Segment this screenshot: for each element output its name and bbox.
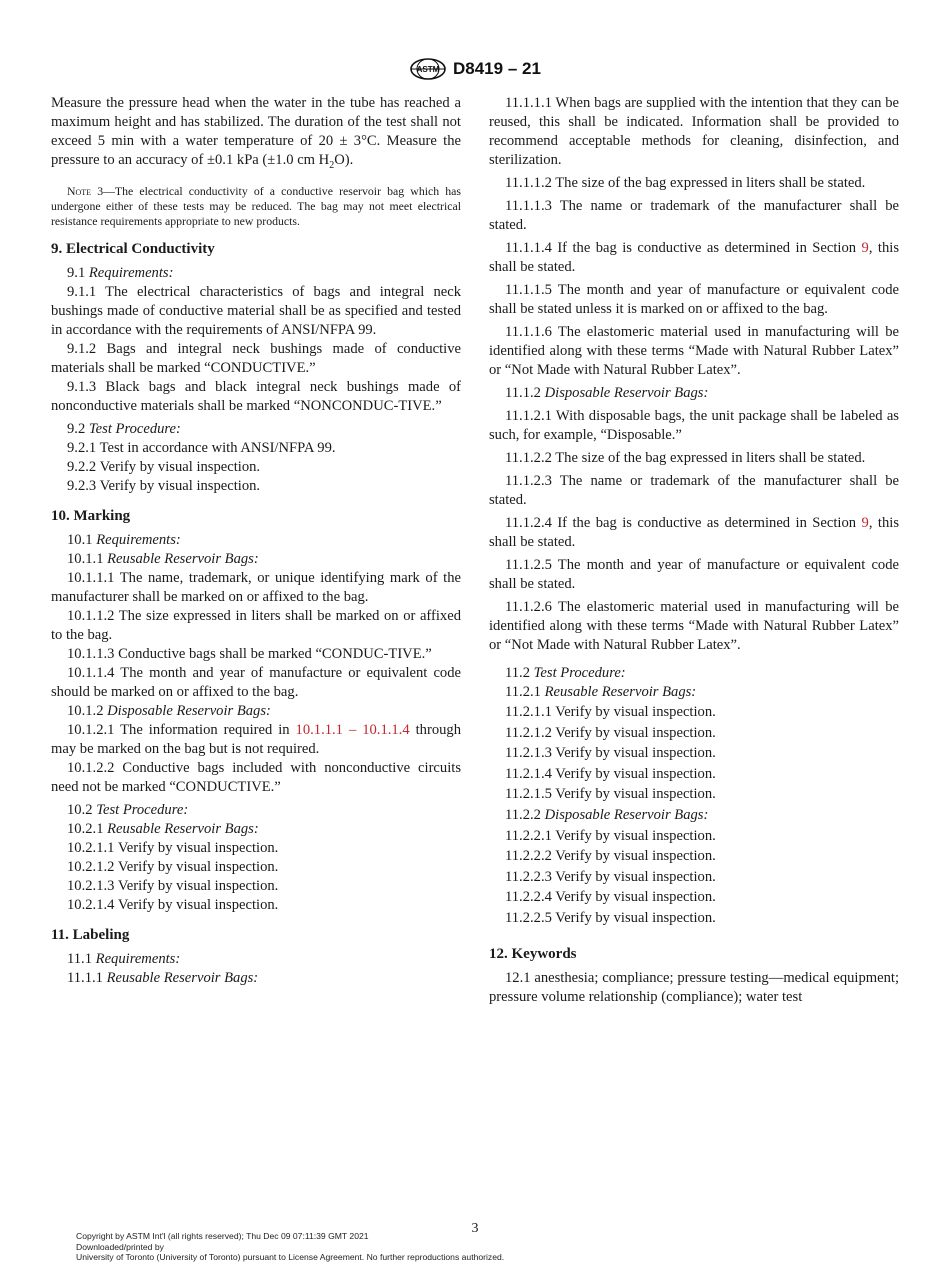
clause-10-1-2-1: 10.1.2.1 The information required in 10.1.1.1 – 10.1.1.4 through may be marked on the bag but is not required. [51, 721, 462, 757]
clause-11-2-2: 11.2.2 Disposable Reservoir Bags: [505, 806, 709, 823]
clause-11-1-2-6: 11.1.2.6 The elastomeric material used in manufacturing will be identified along with these terms “Made with Natural Rubber Latex” or “Not Made with Natural Rubber Latex”. [489, 599, 899, 653]
clause-11-1-1-3: 11.1.1.3 The name or trademark of the manufacturer shall be stated. [489, 198, 899, 233]
clause-11-1-2-3: 11.1.2.3 The name or trademark of the manufacturer shall be stated. [489, 473, 899, 508]
clause-11-2-1-1: 11.2.1.1 Verify by visual inspection. [505, 704, 716, 720]
section-9-link[interactable]: 9 [861, 240, 869, 256]
clause-11-1-1-2: 11.1.1.2 The size of the bag expressed in liters shall be stated. [505, 175, 866, 191]
clause-11-1-1-4: 11.1.1.4 If the bag is conductive as determined in Section 9, this shall be stated. [489, 240, 899, 275]
clause-10-2-1-2: 10.2.1.2 Verify by visual inspection. [67, 858, 279, 875]
clause-11-2-1-5: 11.2.1.5 Verify by visual inspection. [505, 786, 716, 803]
clause-12-1: 12.1 anesthesia; compliance; pressure testing—medical equipment; pressure volume relationship (compliance); water test [489, 969, 899, 1005]
clause-10-1-1-2: 10.1.1.2 The size expressed in liters shall be marked on or affixed to the bag. [51, 607, 461, 643]
clause-10-2: 10.2 Test Procedure: [67, 801, 189, 818]
clause-9-2-1: 9.2.1 Test in accordance with ANSI/NFPA 99. [67, 439, 336, 456]
heading-section-11: 11. Labeling [51, 926, 130, 943]
copyright-footer [76, 1231, 504, 1263]
clause-11-1: 11.1 Requirements: [67, 950, 181, 967]
cross-reference-link[interactable]: 10.1.1.1 – 10.1.1.4 [295, 721, 410, 738]
clause-9-1-2: 9.1.2 Bags and integral neck bushings made of conductive materials shall be marked “CONDUCTIVE.” [51, 340, 461, 376]
standard-designation: D8419 – 21 [453, 59, 541, 78]
page-number: 3 [471, 1221, 479, 1236]
clause-9-2-3: 9.2.3 Verify by visual inspection. [67, 477, 261, 494]
right-column [489, 94, 899, 1007]
clause-10-1-1-4: 10.1.1.4 The month and year of manufacture or equivalent code should be marked on or affixed to the bag. [51, 664, 461, 700]
clause-11-2-1-4: 11.2.1.4 Verify by visual inspection. [505, 765, 716, 782]
svg-text:ASTM: ASTM [416, 65, 440, 74]
clause-9-2: 9.2 Test Procedure: [67, 420, 181, 437]
clause-9-2-2: 9.2.2 Verify by visual inspection. [67, 458, 261, 475]
clause-10-2-1-3: 10.2.1.3 Verify by visual inspection. [67, 877, 279, 894]
clause-11-1-1-5: 11.1.1.5 The month and year of manufacture or equivalent code shall be stated unless it is marked on or affixed to the bag. [489, 282, 899, 317]
clause-11-1-1-6: 11.1.1.6 The elastomeric material used in manufacturing will be identified along with these terms “Made with Natural Rubber Latex” or “Not Made with Natural Rubber Latex”. [489, 324, 899, 378]
clause-10-1-2-2: 10.1.2.2 Conductive bags included with nonconductive circuits need not be marked “CONDUCTIVE.” [51, 759, 461, 795]
note-3: Note 3—The electrical conductivity of a conductive reservoir bag which has undergone either of these tests may be reduced. The bag may not meet electrical resistance requirements appropriate to new products. [51, 183, 461, 228]
clause-9-1: 9.1 Requirements: [67, 264, 174, 281]
footer-line: Copyright by ASTM Int'l (all rights reserved); Thu Dec 09 07:11:39 GMT 2021 [76, 1231, 369, 1241]
clause-9-1-1: 9.1.1 The electrical characteristics of bags and integral neck bushings made of conductive material shall be as specified and tested in accordance with the requirements of ANSI/NFPA 99. [51, 283, 461, 338]
clause-11-2-1: 11.2.1 Reusable Reservoir Bags: [505, 684, 697, 700]
page-header [0, 58, 950, 80]
clause-11-1-2-2: 11.1.2.2 The size of the bag expressed in liters shall be stated. [505, 450, 866, 466]
clause-11-2-2-2: 11.2.2.2 Verify by visual inspection. [505, 848, 716, 865]
heading-section-9: 9. Electrical Conductivity [51, 240, 215, 257]
clause-10-2-1: 10.2.1 Reusable Reservoir Bags: [67, 820, 259, 837]
heading-section-10: 10. Marking [51, 507, 131, 524]
clause-10-1-2: 10.1.2 Disposable Reservoir Bags: [67, 702, 271, 719]
footer-line: Downloaded/printed by [76, 1241, 164, 1252]
clause-10-2-1-1: 10.2.1.1 Verify by visual inspection. [67, 839, 279, 856]
left-column [51, 94, 461, 988]
clause-11-2-1-3: 11.2.1.3 Verify by visual inspection. [505, 745, 716, 762]
clause-11-2-1-2: 11.2.1.2 Verify by visual inspection. [505, 724, 716, 741]
clause-11-2-2-1: 11.2.2.1 Verify by visual inspection. [505, 827, 716, 844]
astm-logo-icon [409, 58, 447, 80]
clause-11-2-2-5: 11.2.2.5 Verify by visual inspection. [505, 909, 716, 926]
paragraph-measure: Measure the pressure head when the water in the tube has reached a maximum height and has stabilized. The duration of the test shall not exceed 5 min with a water temperature of 20 ± 3°C. Measure the pressure to an accuracy of ±0.1 kPa (±1.0 cm $H_2O$). [51, 95, 461, 171]
clause-11-2-2-3: 11.2.2.3 Verify by visual inspection. [505, 868, 716, 885]
clause-11-1-2-5: 11.1.2.5 The month and year of manufacture or equivalent code shall be stated. [489, 557, 899, 592]
clause-10-1-1-1: 10.1.1.1 The name, trademark, or unique identifying mark of the manufacturer shall be marked on or affixed to the bag. [51, 569, 461, 605]
clause-11-2: 11.2 Test Procedure: [505, 665, 626, 681]
clause-10-1-1-3: 10.1.1.3 Conductive bags shall be marked “CONDUC-TIVE.” [67, 645, 432, 662]
clause-11-1-1-1: 11.1.1.1 When bags are supplied with the intention that they can be reused, this shall be indicated. Information shall be provided to recommend acceptable methods for cleaning, disinfection, and sterilization. [489, 95, 899, 168]
clause-10-2-1-4: 10.2.1.4 Verify by visual inspection. [67, 896, 279, 913]
clause-11-2-2-4: 11.2.2.4 Verify by visual inspection. [505, 889, 716, 906]
clause-11-1-2-4: 11.1.2.4 If the bag is conductive as determined in Section 9, this shall be stated. [489, 515, 899, 550]
clause-9-1-3: 9.1.3 Black bags and black integral neck bushings made of nonconductive materials shall be marked “NONCONDUC-TIVE.” [51, 378, 461, 414]
clause-11-1-2-1: 11.1.2.1 With disposable bags, the unit package shall be labeled as such, for example, “Disposable.” [489, 408, 899, 443]
section-9-link[interactable]: 9 [861, 515, 869, 531]
clause-11-1-1: 11.1.1 Reusable Reservoir Bags: [67, 969, 259, 986]
clause-11-1-2: 11.1.2 Disposable Reservoir Bags: [505, 385, 709, 401]
clause-10-1: 10.1 Requirements: [67, 531, 181, 548]
clause-10-1-1: 10.1.1 Reusable Reservoir Bags: [67, 550, 259, 567]
footer-line: University of Toronto (University of Toronto) pursuant to License Agreement. No further reproductions authorized. [76, 1252, 505, 1262]
heading-section-12: 12. Keywords [489, 945, 577, 962]
